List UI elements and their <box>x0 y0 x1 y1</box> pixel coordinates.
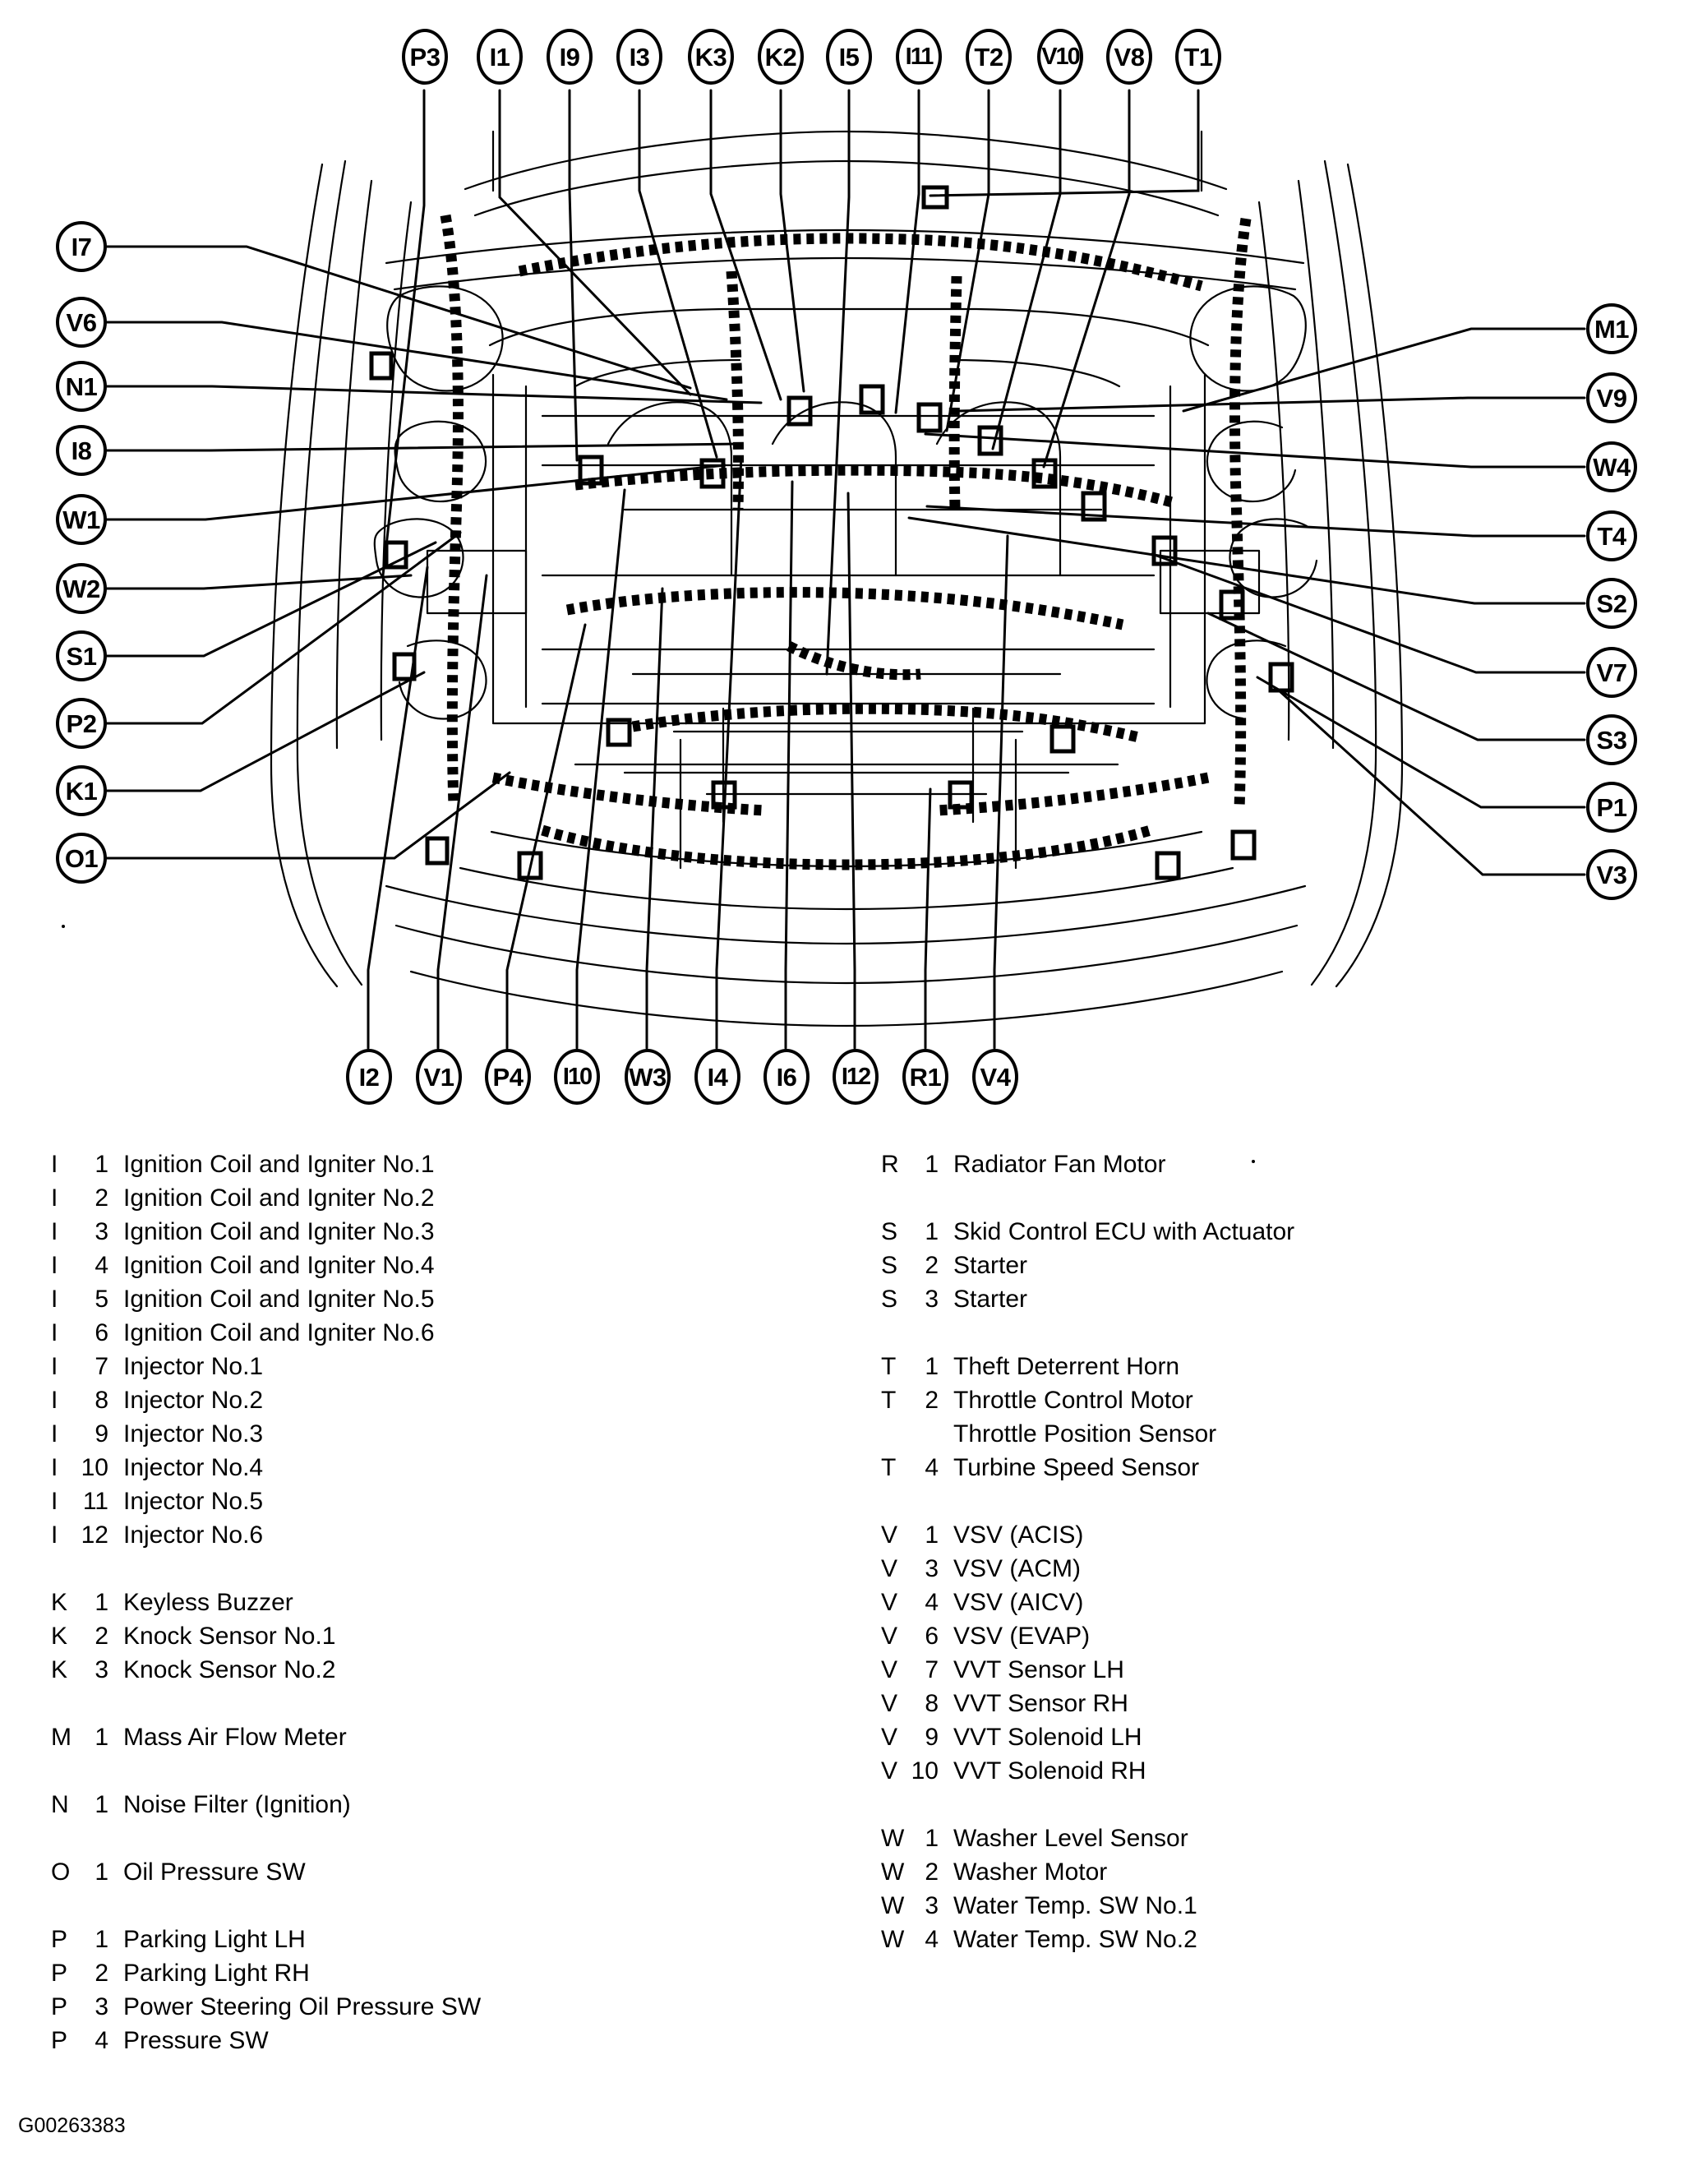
legend-description: Ignition Coil and Igniter No.2 <box>123 1184 435 1212</box>
callout-left-1[interactable] <box>56 297 107 348</box>
callout-bottom-0[interactable] <box>346 1049 392 1105</box>
callout-top-11[interactable] <box>1175 29 1221 85</box>
legend-code-letter: I <box>51 1286 58 1313</box>
legend-description: VVT Solenoid LH <box>953 1724 1142 1751</box>
callout-bottom-8[interactable] <box>902 1049 948 1105</box>
callout-label: P2 <box>66 709 97 738</box>
callout-label: M1 <box>1594 314 1630 344</box>
legend-code-number: 2 <box>95 1184 108 1212</box>
callout-label: I11 <box>905 43 933 70</box>
legend-description: Pressure SW <box>123 2027 269 2054</box>
callout-top-10[interactable] <box>1106 29 1152 85</box>
legend-code-number: 1 <box>925 1353 939 1380</box>
callout-label: K3 <box>694 42 727 72</box>
legend-code-letter: K <box>51 1656 68 1683</box>
legend-code-number: 2 <box>925 1387 939 1414</box>
legend-code-number: 1 <box>925 1521 939 1549</box>
callout-right-6[interactable] <box>1586 714 1637 765</box>
callout-top-1[interactable] <box>477 29 523 85</box>
callout-label: S2 <box>1596 589 1627 618</box>
legend-code-number: 3 <box>95 1656 108 1683</box>
callout-label: W2 <box>62 574 100 603</box>
callout-left-0[interactable] <box>56 221 107 272</box>
callout-label: K1 <box>65 776 98 806</box>
legend-code-letter: P <box>51 1926 68 1953</box>
callout-label: V10 <box>1041 43 1079 70</box>
legend-code-number: 10 <box>81 1454 108 1481</box>
callout-label: T4 <box>1597 521 1626 551</box>
legend-description: Throttle Control Motor <box>953 1387 1193 1414</box>
legend-code-letter: I <box>51 1420 58 1448</box>
legend-code-letter: M <box>51 1724 72 1751</box>
legend-description: Injector No.2 <box>123 1387 264 1414</box>
legend-description: Ignition Coil and Igniter No.1 <box>123 1151 435 1178</box>
callout-top-8[interactable] <box>966 29 1012 85</box>
legend-description: Washer Motor <box>953 1858 1108 1886</box>
scan-speck <box>62 925 65 928</box>
legend-code-letter: P <box>51 2027 68 2054</box>
legend-description: Ignition Coil and Igniter No.5 <box>123 1286 435 1313</box>
legend-description: VSV (EVAP) <box>953 1623 1091 1650</box>
legend-code-letter: I <box>51 1252 58 1279</box>
legend-code-number: 1 <box>95 1858 108 1886</box>
callout-label: P4 <box>492 1062 524 1092</box>
legend-code-number: 11 <box>82 1488 108 1515</box>
callout-bottom-1[interactable] <box>416 1049 462 1105</box>
legend-code-number: 1 <box>95 1589 108 1616</box>
legend-code-number: 3 <box>925 1286 939 1313</box>
legend-code-number: 2 <box>925 1252 939 1279</box>
legend-description: VSV (ACM) <box>953 1555 1082 1582</box>
legend-code-number: 6 <box>95 1319 108 1346</box>
legend-code-number: 4 <box>925 1454 939 1481</box>
legend-code-number: 8 <box>95 1387 108 1414</box>
callout-right-1[interactable] <box>1586 372 1637 423</box>
callout-right-8[interactable] <box>1586 849 1637 900</box>
callout-top-7[interactable] <box>896 29 942 85</box>
legend-code-number: 1 <box>925 1151 939 1178</box>
legend-code-letter: K <box>51 1589 68 1616</box>
legend-code-letter: W <box>881 1926 905 1953</box>
callout-bottom-6[interactable] <box>763 1049 810 1105</box>
callout-top-3[interactable] <box>616 29 662 85</box>
legend-code-number: 1 <box>925 1825 939 1852</box>
legend-code-letter: I <box>51 1488 58 1515</box>
callout-right-2[interactable] <box>1586 441 1637 492</box>
callout-left-5[interactable] <box>56 563 107 614</box>
legend-description: Throttle Position Sensor <box>953 1420 1217 1448</box>
legend-description: Water Temp. SW No.1 <box>953 1892 1197 1919</box>
callout-label: V9 <box>1596 383 1627 413</box>
callout-bottom-5[interactable] <box>694 1049 740 1105</box>
callout-label: W3 <box>629 1062 667 1092</box>
callout-label: I3 <box>629 42 650 72</box>
callout-bottom-4[interactable] <box>625 1049 671 1105</box>
legend-description: Ignition Coil and Igniter No.3 <box>123 1218 435 1245</box>
legend-code-letter: V <box>881 1757 898 1785</box>
legend-code-number: 3 <box>925 1555 939 1582</box>
legend-code-letter: S <box>881 1252 898 1279</box>
callout-label: I2 <box>358 1062 380 1092</box>
callout-left-7[interactable] <box>56 698 107 749</box>
callout-label: I5 <box>838 42 860 72</box>
callout-label: R1 <box>909 1062 942 1092</box>
legend-code-letter: K <box>51 1623 68 1650</box>
callout-label: P1 <box>1596 792 1627 822</box>
legend-description: Knock Sensor No.2 <box>123 1656 336 1683</box>
legend-code-number: 4 <box>925 1589 939 1616</box>
legend-description: Knock Sensor No.1 <box>123 1623 336 1650</box>
legend-description: Injector No.3 <box>123 1420 264 1448</box>
callout-label: W4 <box>1593 452 1631 482</box>
callout-bottom-3[interactable] <box>554 1049 600 1105</box>
legend-code-letter: P <box>51 1960 68 1987</box>
callout-label: I4 <box>707 1062 728 1092</box>
legend-description: Turbine Speed Sensor <box>953 1454 1200 1481</box>
callout-label: I9 <box>559 42 580 72</box>
callout-label: V3 <box>1596 860 1627 889</box>
legend-code-number: 1 <box>925 1218 939 1245</box>
legend-description: Radiator Fan Motor <box>953 1151 1166 1178</box>
legend <box>0 1151 1693 2121</box>
legend-code-letter: W <box>881 1892 905 1919</box>
legend-code-number: 12 <box>81 1521 108 1549</box>
legend-code-letter: O <box>51 1858 71 1886</box>
legend-code-number: 2 <box>95 1960 108 1987</box>
legend-description: Water Temp. SW No.2 <box>953 1926 1197 1953</box>
callout-bottom-9[interactable] <box>972 1049 1018 1105</box>
callout-top-0[interactable] <box>402 29 448 85</box>
callout-label: I1 <box>489 42 510 72</box>
callout-right-0[interactable] <box>1586 303 1637 354</box>
legend-code-letter: I <box>51 1454 58 1481</box>
legend-description: Ignition Coil and Igniter No.6 <box>123 1319 435 1346</box>
legend-description: Starter <box>953 1286 1028 1313</box>
callout-label: S1 <box>66 641 97 671</box>
legend-description: Washer Level Sensor <box>953 1825 1188 1852</box>
legend-code-number: 10 <box>911 1757 939 1785</box>
legend-code-letter: I <box>51 1353 58 1380</box>
figure-id: G00263383 <box>18 2114 126 2137</box>
legend-code-number: 7 <box>95 1353 108 1380</box>
legend-code-number: 4 <box>95 1252 108 1279</box>
callout-label: P3 <box>409 42 441 72</box>
legend-code-letter: S <box>881 1286 898 1313</box>
legend-code-number: 4 <box>925 1926 939 1953</box>
callout-right-5[interactable] <box>1586 647 1637 698</box>
callout-label: T1 <box>1183 42 1213 72</box>
legend-code-number: 9 <box>95 1420 108 1448</box>
legend-description: Injector No.5 <box>123 1488 264 1515</box>
legend-code-letter: V <box>881 1521 898 1549</box>
legend-code-letter: S <box>881 1218 898 1245</box>
legend-code-number: 2 <box>95 1623 108 1650</box>
legend-code-number: 5 <box>95 1286 108 1313</box>
callout-label: I7 <box>71 232 92 261</box>
legend-code-letter: V <box>881 1656 898 1683</box>
legend-code-number: 1 <box>95 1926 108 1953</box>
callout-top-4[interactable] <box>688 29 734 85</box>
callout-left-6[interactable] <box>56 630 107 681</box>
callout-label: W1 <box>62 505 100 534</box>
legend-code-letter: V <box>881 1724 898 1751</box>
legend-description: Parking Light LH <box>123 1926 306 1953</box>
callout-left-9[interactable] <box>56 833 107 884</box>
callout-bottom-2[interactable] <box>485 1049 531 1105</box>
legend-code-letter: I <box>51 1218 58 1245</box>
legend-description: Noise Filter (Ignition) <box>123 1791 351 1818</box>
legend-code-letter: W <box>881 1825 905 1852</box>
callout-label: I8 <box>71 436 92 465</box>
callout-label: V7 <box>1596 658 1627 687</box>
legend-description: Theft Deterrent Horn <box>953 1353 1180 1380</box>
callout-left-2[interactable] <box>56 361 107 412</box>
legend-code-letter: R <box>881 1151 899 1178</box>
callout-label: V8 <box>1114 42 1145 72</box>
legend-code-letter: I <box>51 1151 58 1178</box>
legend-code-number: 3 <box>95 1993 108 2020</box>
legend-code-number: 3 <box>925 1892 939 1919</box>
callout-label: V4 <box>980 1062 1011 1092</box>
legend-description: Injector No.4 <box>123 1454 264 1481</box>
legend-description: Keyless Buzzer <box>123 1589 293 1616</box>
callout-label: I12 <box>841 1063 870 1090</box>
callout-right-4[interactable] <box>1586 578 1637 629</box>
legend-code-letter: T <box>881 1353 897 1380</box>
legend-code-number: 8 <box>925 1690 939 1717</box>
callout-top-2[interactable] <box>547 29 593 85</box>
legend-code-letter: I <box>51 1521 58 1549</box>
legend-code-number: 4 <box>95 2027 108 2054</box>
legend-code-letter: T <box>881 1454 897 1481</box>
callout-left-4[interactable] <box>56 494 107 545</box>
legend-description: Injector No.6 <box>123 1521 264 1549</box>
callout-top-6[interactable] <box>826 29 872 85</box>
legend-code-letter: I <box>51 1184 58 1212</box>
legend-description: Injector No.1 <box>123 1353 264 1380</box>
legend-description: VSV (ACIS) <box>953 1521 1084 1549</box>
legend-code-number: 6 <box>925 1623 939 1650</box>
callout-label: N1 <box>65 372 98 401</box>
callout-label: O1 <box>64 843 99 873</box>
legend-code-letter: I <box>51 1387 58 1414</box>
callout-top-5[interactable] <box>758 29 804 85</box>
callout-top-9[interactable] <box>1037 29 1083 85</box>
legend-description: Power Steering Oil Pressure SW <box>123 1993 482 2020</box>
legend-code-letter: N <box>51 1791 69 1818</box>
callout-label: V1 <box>423 1062 454 1092</box>
legend-description: VVT Sensor LH <box>953 1656 1124 1683</box>
legend-code-letter: W <box>881 1858 905 1886</box>
legend-description: VVT Solenoid RH <box>953 1757 1146 1785</box>
legend-code-letter: I <box>51 1319 58 1346</box>
legend-code-number: 9 <box>925 1724 939 1751</box>
callout-bottom-7[interactable] <box>833 1049 879 1105</box>
callout-label: K2 <box>764 42 797 72</box>
legend-code-letter: T <box>881 1387 897 1414</box>
callout-label: T2 <box>974 42 1003 72</box>
legend-code-number: 3 <box>95 1218 108 1245</box>
legend-code-letter: V <box>881 1623 898 1650</box>
legend-description: VVT Sensor RH <box>953 1690 1128 1717</box>
callout-left-8[interactable] <box>56 765 107 816</box>
callout-label: I10 <box>562 1063 592 1090</box>
callout-label: V6 <box>66 307 97 337</box>
callout-label: I6 <box>776 1062 797 1092</box>
legend-code-number: 1 <box>95 1724 108 1751</box>
callout-right-7[interactable] <box>1586 782 1637 833</box>
legend-code-number: 2 <box>925 1858 939 1886</box>
legend-description: Starter <box>953 1252 1028 1279</box>
legend-code-number: 7 <box>925 1656 939 1683</box>
legend-code-letter: V <box>881 1690 898 1717</box>
legend-code-letter: V <box>881 1589 898 1616</box>
callout-right-3[interactable] <box>1586 510 1637 561</box>
legend-description: Parking Light RH <box>123 1960 310 1987</box>
legend-description: VSV (AICV) <box>953 1589 1084 1616</box>
legend-code-letter: P <box>51 1993 68 2020</box>
legend-description: Ignition Coil and Igniter No.4 <box>123 1252 435 1279</box>
legend-code-letter: V <box>881 1555 898 1582</box>
legend-description: Skid Control ECU with Actuator <box>953 1218 1295 1245</box>
legend-description: Mass Air Flow Meter <box>123 1724 347 1751</box>
callout-left-3[interactable] <box>56 425 107 476</box>
callout-label: S3 <box>1596 725 1627 755</box>
legend-code-number: 1 <box>95 1791 108 1818</box>
legend-description: Oil Pressure SW <box>123 1858 306 1886</box>
legend-code-number: 1 <box>95 1151 108 1178</box>
